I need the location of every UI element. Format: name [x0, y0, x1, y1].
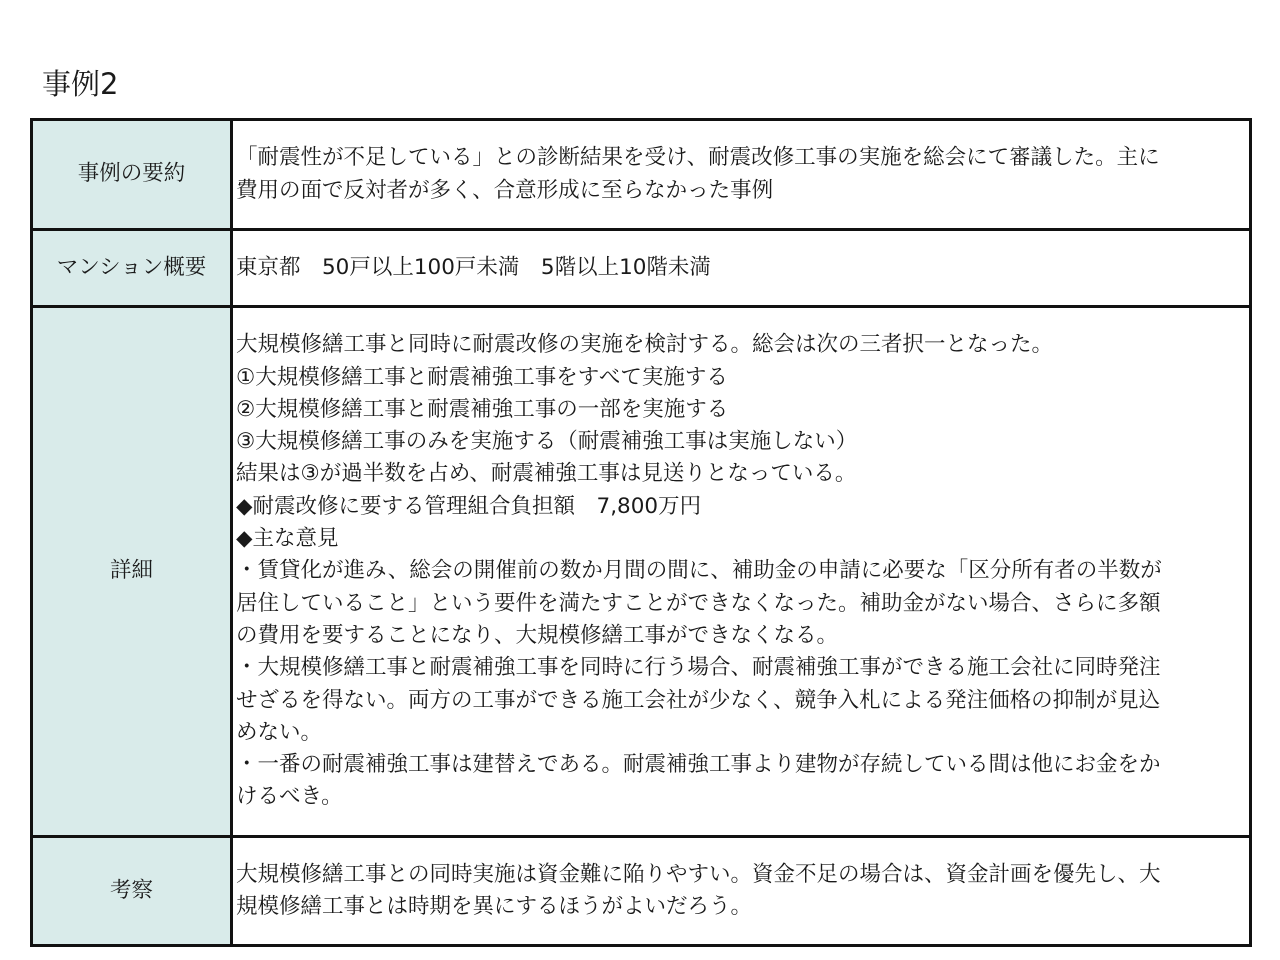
details-line: ◆主な意見	[236, 526, 339, 552]
details-line: ◆耐震改修に要する管理組合負担額 7,800万円	[236, 493, 702, 519]
summary-content	[232, 120, 1251, 230]
details-line: ③大規模修繕工事のみを実施する（耐震補強工事は実施しない）	[236, 429, 858, 455]
details-line: ・一番の耐震補強工事は建替えである。耐震補強工事より建物が存続している間は他にお金をか	[236, 752, 1161, 778]
summary-line: 費用の面で反対者が多く、合意形成に至らなかった事例	[236, 177, 774, 203]
table-row-overview	[32, 230, 1251, 307]
details-line: 結果は③が過半数を占め、耐震補強工事は見送りとなっている。	[236, 461, 857, 487]
details-line: ・賃貸化が進み、総会の開催前の数か月間の間に、補助金の申請に必要な「区分所有者の半数が	[236, 558, 1162, 584]
details-label: 詳細	[32, 307, 232, 837]
consideration-line: 規模修繕工事とは時期を異にするほうがよいだろう。	[236, 894, 753, 919]
details-content	[232, 307, 1251, 837]
consideration-content	[232, 837, 1251, 946]
details-line: せざるを得ない。両方の工事ができる施工会社が少なく、競争入札による発注価格の抑制が見込	[236, 687, 1161, 713]
page-title: 事例2	[42, 67, 119, 101]
consideration-label: 考察	[32, 837, 232, 946]
summary-line: 「耐震性が不足している」との診断結果を受け、耐震改修工事の実施を総会にて審議した。主に	[236, 145, 1160, 171]
details-line: 居住していること」という要件を満たすことができなくなった。補助金がない場合、さらに多額	[236, 590, 1161, 616]
case-table	[30, 118, 1252, 947]
details-line: の費用を要することになり、大規模修繕工事ができなくなる。	[236, 622, 839, 648]
details-line: ・大規模修繕工事と耐震補強工事を同時に行う場合、耐震補強工事ができる施工会社に同時発注	[236, 655, 1161, 681]
table-row-summary	[32, 120, 1251, 230]
overview-text: 東京都 50戸以上100戸未満 5階以上10階未満	[236, 254, 711, 280]
details-line: めない。	[236, 719, 323, 745]
details-line: 大規模修繕工事と同時に耐震改修の実施を検討する。総会は次の三者択一となった。	[236, 332, 1054, 358]
details-line: ②大規模修繕工事と耐震補強工事の一部を実施する	[236, 396, 729, 422]
table-row-details	[32, 307, 1251, 837]
overview-content	[232, 230, 1251, 307]
consideration-line: 大規模修繕工事との同時実施は資金難に陥りやすい。資金不足の場合は、資金計画を優先し、大	[236, 861, 1161, 887]
summary-label: 事例の要約	[32, 120, 232, 230]
table-row-consideration	[32, 837, 1251, 946]
details-line: けるべき。	[236, 784, 343, 810]
details-line: ①大規模修繕工事と耐震補強工事をすべて実施する	[236, 364, 728, 390]
overview-label: マンション概要	[32, 230, 232, 307]
